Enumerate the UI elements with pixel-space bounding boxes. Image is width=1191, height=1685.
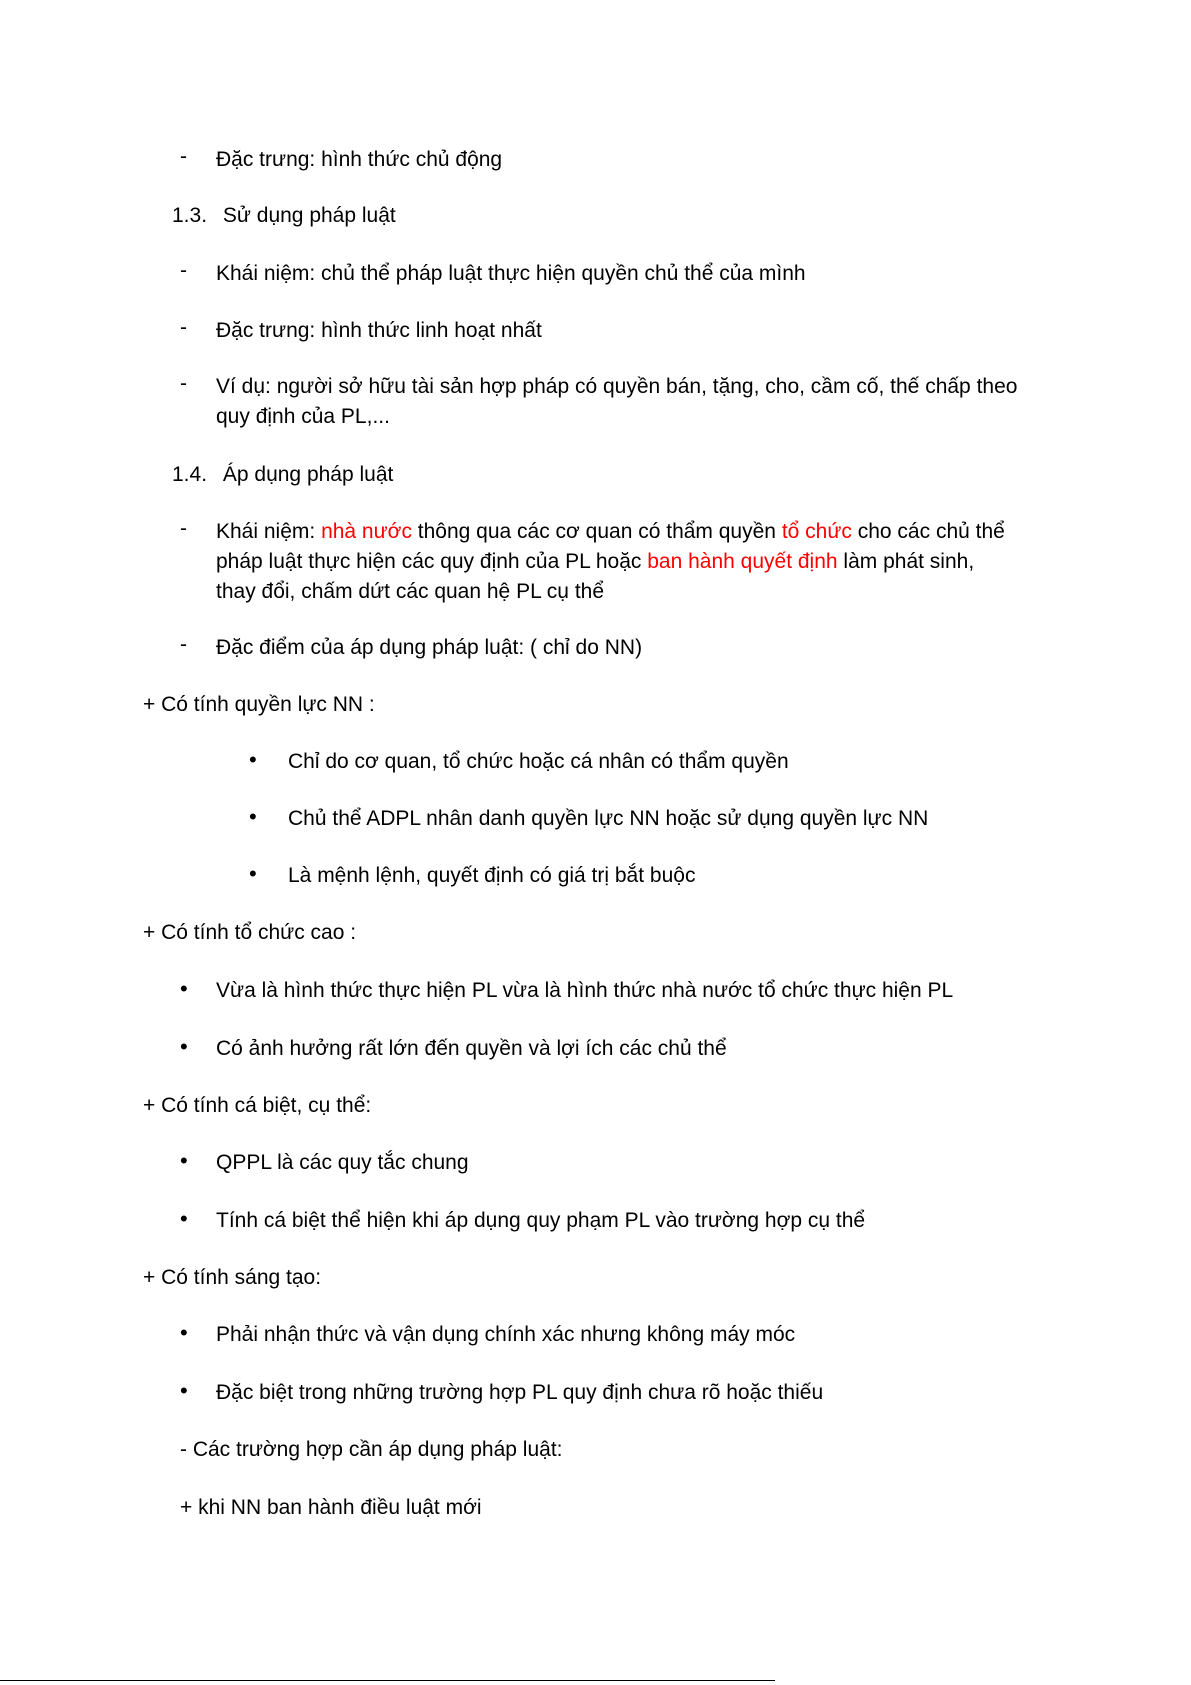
bullet-text: Có ảnh hưởng rất lớn đến quyền và lợi ích các chủ thể: [216, 1037, 727, 1060]
bullet-icon: •: [180, 1148, 188, 1173]
bullet-text: Đặc biệt trong những trường hợp PL quy định chưa rõ hoặc thiếu: [216, 1381, 824, 1404]
text-run: làm phát sinh,: [837, 550, 975, 573]
list-dash: -: [180, 316, 187, 339]
bullet-icon: •: [249, 804, 257, 829]
bullet-icon: •: [180, 1378, 188, 1403]
highlight-red: tổ chức: [781, 520, 852, 543]
bullet-icon: •: [249, 747, 257, 772]
section-number: 1.4.: [172, 463, 208, 486]
list-item-text: + khi NN ban hành điều luật mới: [180, 1496, 482, 1519]
list-item-text: Đặc trưng: hình thức chủ động: [216, 148, 503, 171]
definition-line-2: [216, 547, 974, 576]
section-heading-1-4: [172, 460, 393, 489]
bullet-text: Tính cá biệt thể hiện khi áp dụng quy phạm PL vào trường hợp cụ thể: [216, 1209, 866, 1232]
feature-heading: + Có tính cá biệt, cụ thể:: [143, 1094, 372, 1117]
bullet-icon: •: [180, 1206, 188, 1231]
bullet-text: Chỉ do cơ quan, tổ chức hoặc cá nhân có thẩm quyền: [288, 750, 789, 773]
text-run: thông qua các cơ quan có thẩm quyền: [411, 520, 782, 543]
text-run: Khái niệm:: [216, 520, 322, 543]
section-heading-1-3: [172, 201, 396, 230]
bullet-icon: •: [180, 1320, 188, 1345]
bullet-text: Chủ thể ADPL nhân danh quyền lực NN hoặc sử dụng quyền lực NN: [288, 807, 929, 830]
list-item-text: Đặc điểm của áp dụng pháp luật: ( chỉ do NN): [216, 636, 643, 659]
bullet-text: Là mệnh lệnh, quyết định có giá trị bắt buộc: [288, 864, 696, 887]
section-title: Sử dụng pháp luật: [222, 204, 396, 227]
feature-heading: + Có tính sáng tạo:: [143, 1266, 322, 1289]
text-run: cho các chủ thể: [851, 520, 1005, 543]
bullet-icon: •: [180, 976, 188, 1001]
list-dash: -: [180, 517, 187, 540]
definition-line-1: [216, 517, 1005, 546]
list-item-text: - Các trường hợp cần áp dụng pháp luật:: [180, 1438, 563, 1461]
text-run: pháp luật thực hiện các quy định của PL hoặc: [216, 550, 648, 573]
highlight-red: ban hành quyết định: [647, 550, 838, 573]
list-dash: -: [180, 145, 187, 168]
list-item-text: Khái niệm: chủ thể pháp luật thực hiện quyền chủ thể của mình: [216, 262, 806, 285]
bullet-text: Phải nhận thức và vận dụng chính xác nhưng không máy móc: [216, 1323, 796, 1346]
list-dash: -: [180, 372, 187, 395]
list-dash: -: [180, 259, 187, 282]
feature-heading: + Có tính tổ chức cao :: [143, 921, 357, 944]
list-item-text: Ví dụ: người sở hữu tài sản hợp pháp có quyền bán, tặng, cho, cầm cố, thế chấp theo: [216, 375, 1018, 398]
bullet-icon: •: [180, 1034, 188, 1059]
feature-heading: + Có tính quyền lực NN :: [143, 693, 375, 716]
list-item-text: Đặc trưng: hình thức linh hoạt nhất: [216, 319, 542, 342]
highlight-red: nhà nước: [321, 520, 412, 543]
section-title: Áp dụng pháp luật: [222, 463, 394, 486]
page-bottom-divider: [0, 1680, 775, 1681]
bullet-text: Vừa là hình thức thực hiện PL vừa là hình thức nhà nước tổ chức thực hiện PL: [216, 979, 954, 1002]
list-item-text-cont: quy định của PL,...: [216, 405, 390, 428]
bullet-text: QPPL là các quy tắc chung: [216, 1151, 469, 1174]
definition-line-3: thay đổi, chấm dứt các quan hệ PL cụ thể: [216, 580, 605, 603]
section-number: 1.3.: [172, 204, 208, 227]
bullet-icon: •: [249, 861, 257, 886]
list-dash: -: [180, 633, 187, 656]
